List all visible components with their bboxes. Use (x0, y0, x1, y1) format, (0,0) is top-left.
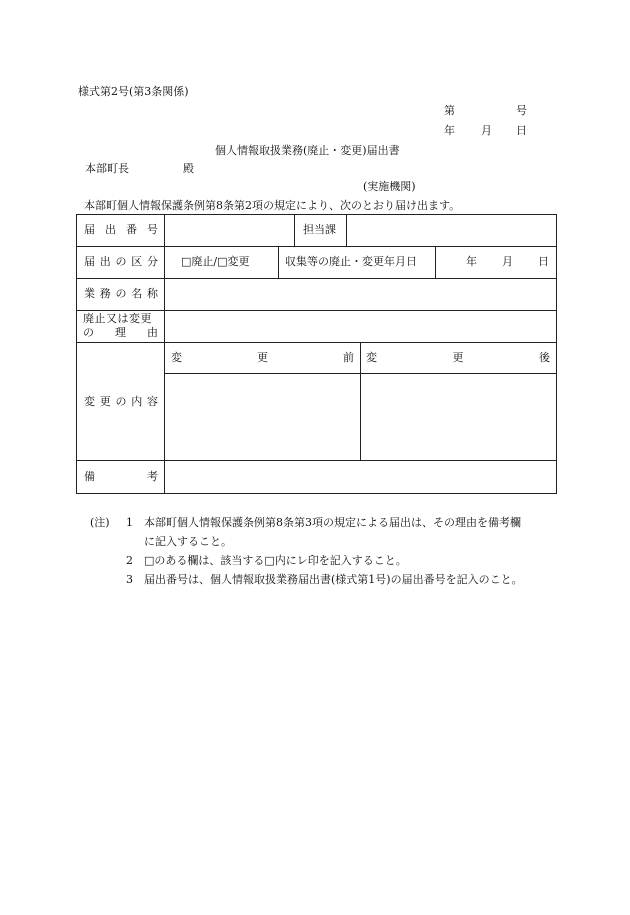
intro-text: 本部町個人情報保護条例第8条第2項の規定により、次のとおり届け出ます。 (84, 199, 461, 212)
form-label: 様式第2号(第3条関係) (78, 85, 189, 98)
date-year: 年 (444, 124, 455, 137)
label-char: 届 (84, 255, 95, 268)
label-char: 考 (147, 470, 158, 483)
label-collection-date: 収集等の廃止・変更年月日 (285, 255, 417, 268)
notification-number-field[interactable] (166, 216, 293, 245)
label-char: 変 (171, 351, 182, 364)
label-char: 分 (147, 255, 158, 268)
date-day-label: 日 (538, 255, 549, 268)
label-char: 名 (131, 287, 143, 300)
after-change-field[interactable] (362, 375, 555, 459)
label-char: 備 (84, 470, 95, 483)
label-char: の (115, 395, 127, 408)
before-change-field[interactable] (166, 375, 359, 459)
label-char: 届 (84, 223, 95, 236)
label-char: 区 (131, 255, 143, 268)
label-char: 変 (84, 395, 95, 408)
label-char: の (115, 255, 127, 268)
label-department: 担当課 (303, 223, 336, 236)
label-char: 番 (126, 223, 137, 236)
label-char: 理 (115, 326, 126, 339)
label-reason-line2 (83, 326, 158, 339)
note-1-line2: に記入すること。 (144, 535, 232, 548)
label-char: の (83, 326, 94, 339)
note-number: 3 (126, 573, 133, 586)
number-dai: 第 (444, 104, 455, 117)
note-2-line1: □のある欄は、該当する□内にレ印を記入すること。 (144, 554, 407, 567)
note-number: 1 (126, 516, 133, 529)
label-char: 務 (99, 287, 111, 300)
label-char: 出 (105, 223, 116, 236)
label-remarks (84, 470, 158, 483)
label-char: 更 (452, 351, 464, 364)
reason-field[interactable] (166, 312, 555, 341)
label-after-change (366, 351, 550, 364)
honorific: 殿 (183, 162, 194, 175)
note-number: 2 (126, 554, 133, 567)
label-char: 称 (147, 287, 158, 300)
date-day: 日 (516, 124, 527, 137)
document-title: 個人情報取扱業務(廃止・変更)届出書 (215, 144, 400, 157)
date-month: 月 (481, 124, 492, 137)
addressee: 本部町長 (85, 162, 129, 175)
note-1-line1: 本部町個人情報保護条例第8条第3項の規定による届出は、その理由を備考欄 (144, 516, 521, 529)
number-go: 号 (516, 104, 527, 117)
date-month-label: 月 (502, 255, 513, 268)
label-char: 号 (147, 223, 158, 236)
label-char: 前 (343, 351, 354, 364)
label-char: 更 (99, 395, 111, 408)
label-char: 出 (99, 255, 111, 268)
department-field[interactable] (348, 216, 555, 245)
notes-prefix: (注) (90, 516, 110, 529)
business-name-field[interactable] (166, 280, 555, 309)
implementing-agency: (実施機関) (363, 180, 416, 193)
label-char: 容 (147, 395, 158, 408)
label-before-change (171, 351, 354, 364)
label-char: の (115, 287, 127, 300)
abolish-change-options[interactable]: □廃止/□変更 (181, 255, 250, 268)
date-year-label: 年 (466, 255, 477, 268)
label-notification-category (84, 255, 158, 268)
label-change-content (84, 395, 158, 408)
label-notification-number (84, 223, 158, 236)
remarks-field[interactable] (166, 462, 555, 492)
label-business-name (84, 287, 158, 300)
label-char: 後 (539, 351, 550, 364)
label-char: 変 (366, 351, 377, 364)
label-char: 内 (131, 395, 143, 408)
label-char: 由 (147, 326, 158, 339)
note-3-line1: 届出番号は、個人情報取扱業務届出書(様式第1号)の届出番号を記入のこと。 (144, 573, 523, 586)
label-char: 更 (257, 351, 268, 364)
label-reason-line1: 廃止又は変更 (83, 312, 152, 325)
label-char: 業 (84, 287, 95, 300)
